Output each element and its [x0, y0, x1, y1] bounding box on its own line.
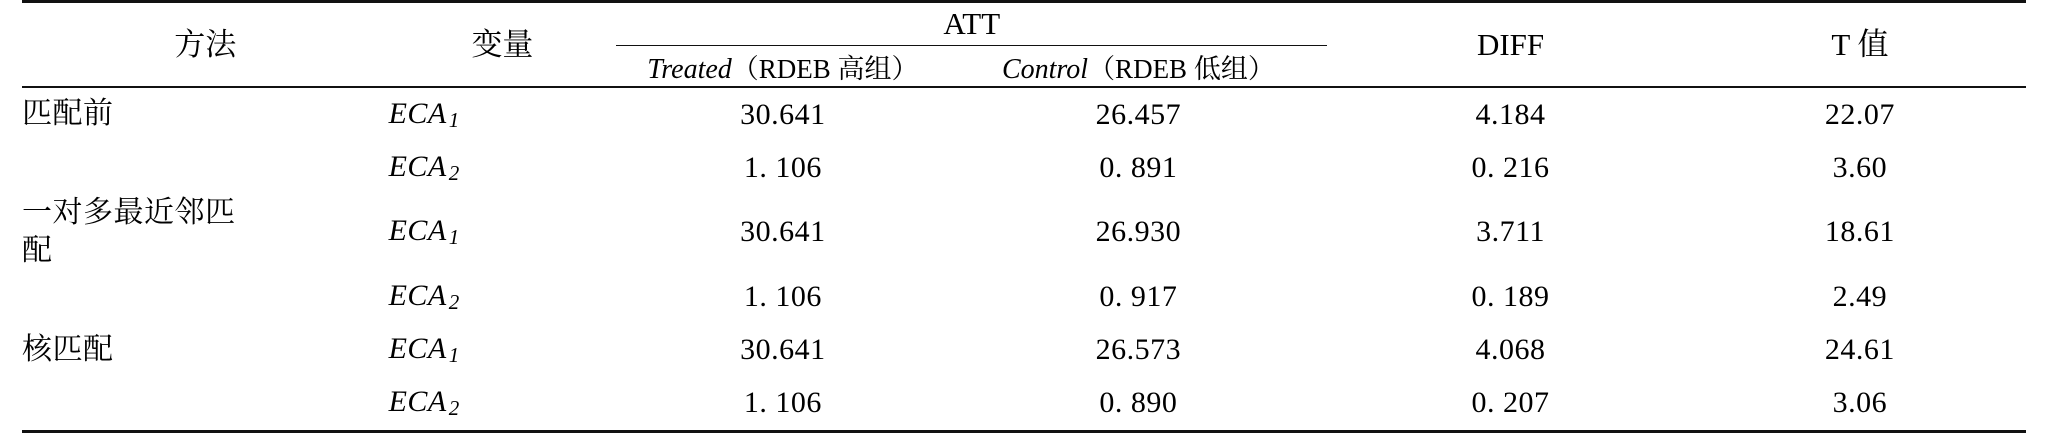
cell-variable: ECA1 [388, 96, 460, 132]
cell-diff: 0. 207 [1471, 386, 1550, 420]
header-control-label: Control [1001, 53, 1089, 85]
cell-diff: 4.068 [1475, 333, 1546, 367]
cell-treated: 30.641 [740, 333, 826, 367]
cell-t: 24.61 [1824, 333, 1895, 367]
table-body [22, 87, 2026, 431]
cell-method: 核匹配 [22, 333, 114, 367]
cell-variable: ECA1 [388, 332, 460, 368]
cell-treated: 1. 106 [743, 150, 822, 184]
header-variable: 变量 [471, 26, 534, 62]
cell-diff: 3.711 [1476, 215, 1545, 249]
header-treated-label: Treated [647, 53, 732, 85]
cell-treated: 30.641 [740, 97, 826, 131]
cell-diff: 4.184 [1475, 97, 1546, 131]
cell-treated: 1. 106 [743, 386, 822, 420]
header-diff: DIFF [1476, 26, 1545, 62]
cell-variable: ECA2 [388, 149, 460, 185]
cell-control: 0. 917 [1099, 280, 1178, 314]
table-header [22, 2, 2026, 88]
table-row [22, 324, 2026, 377]
cell-diff: 0. 189 [1471, 280, 1550, 314]
cell-method: 一对多最近邻匹 配 [22, 196, 236, 268]
table-row [22, 87, 2026, 141]
header-att-group: ATT [616, 2, 1327, 46]
header-control-group: （RDEB 低组） [1088, 53, 1275, 84]
table-row [22, 377, 2026, 432]
table-row [22, 194, 2026, 271]
header-row-main [22, 2, 2026, 46]
cell-method [22, 377, 389, 432]
cell-t: 2.49 [1832, 280, 1888, 314]
cell-method [22, 141, 389, 194]
cell-t: 3.06 [1832, 386, 1888, 420]
att-results-table [22, 0, 2026, 433]
table-row [22, 271, 2026, 324]
cell-control: 0. 890 [1099, 386, 1178, 420]
cell-method [22, 271, 389, 324]
cell-diff: 0. 216 [1471, 150, 1550, 184]
cell-control: 26.457 [1095, 97, 1182, 131]
cell-method: 匹配前 [22, 97, 114, 131]
cell-variable: ECA2 [388, 385, 460, 421]
cell-control: 0. 891 [1099, 150, 1178, 184]
cell-t: 18.61 [1824, 215, 1895, 249]
header-treated-group: （RDEB 高组） [731, 53, 919, 84]
cell-variable: ECA2 [388, 279, 460, 315]
header-control [950, 46, 1328, 88]
cell-treated: 30.641 [740, 215, 826, 249]
cell-treated: 1. 106 [743, 280, 822, 314]
cell-control: 26.930 [1095, 215, 1182, 249]
table-row [22, 141, 2026, 194]
cell-t: 22.07 [1824, 97, 1895, 131]
cell-variable: ECA1 [388, 214, 460, 250]
cell-t: 3.60 [1832, 150, 1888, 184]
cell-control: 26.573 [1095, 333, 1182, 367]
header-treated [616, 46, 949, 88]
header-method: 方法 [174, 26, 237, 62]
header-t-value: T 值 [1831, 26, 1889, 62]
